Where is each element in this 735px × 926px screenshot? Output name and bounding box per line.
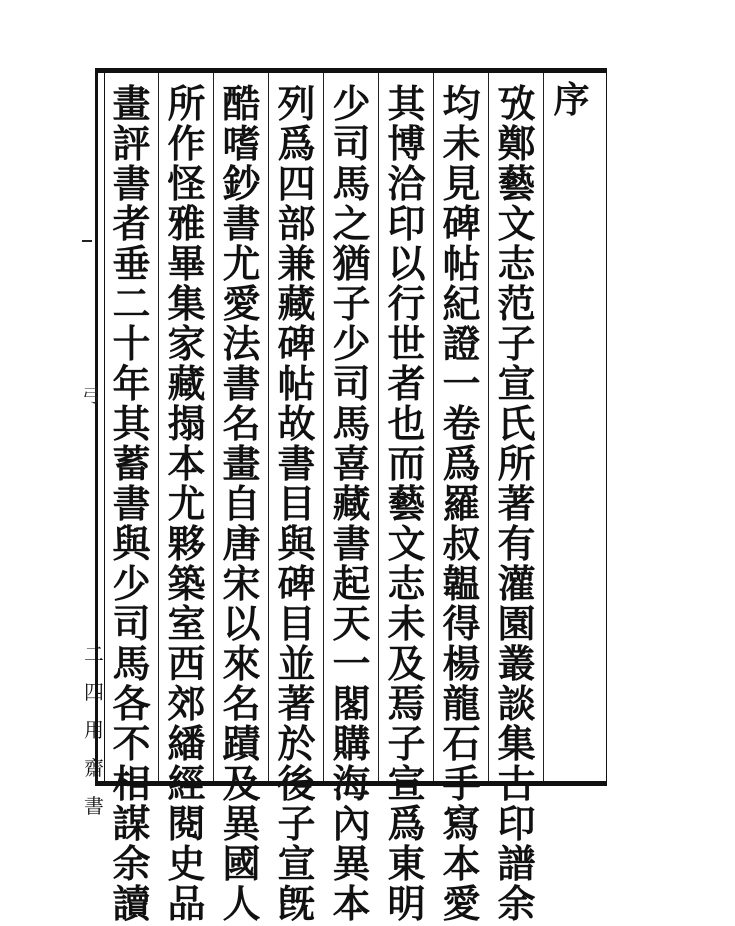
text-char: 品 bbox=[167, 881, 206, 926]
text-char: 名 bbox=[222, 681, 261, 726]
text-char: 帖 bbox=[277, 361, 316, 406]
text-column-6 bbox=[218, 81, 265, 926]
text-char: 相 bbox=[112, 761, 151, 806]
text-char: 宣 bbox=[497, 361, 536, 406]
text-column-5 bbox=[273, 81, 320, 926]
text-char: 築 bbox=[167, 561, 206, 606]
gutter-tick bbox=[82, 240, 92, 242]
text-char: 讀 bbox=[112, 881, 151, 926]
text-char: 爲 bbox=[277, 121, 316, 166]
text-char: 子 bbox=[277, 801, 316, 846]
text-char: 文 bbox=[497, 201, 536, 246]
gutter-char: 書 bbox=[84, 794, 104, 818]
text-char: 鈔 bbox=[222, 161, 261, 206]
text-char: 書 bbox=[222, 201, 261, 246]
text-char: 司 bbox=[332, 121, 371, 166]
frame-inner-rule bbox=[104, 73, 105, 781]
text-char: 馬 bbox=[332, 161, 371, 206]
text-char: 明 bbox=[387, 881, 426, 926]
text-char: 氏 bbox=[497, 401, 536, 446]
text-char: 畫 bbox=[222, 441, 261, 486]
text-char: 均 bbox=[442, 81, 481, 126]
text-char: 之 bbox=[332, 201, 371, 246]
text-char: 本 bbox=[332, 881, 371, 926]
text-char: 叢 bbox=[497, 641, 536, 686]
text-char: 韞 bbox=[442, 561, 481, 606]
text-char: 志 bbox=[497, 241, 536, 286]
text-char: 未 bbox=[442, 121, 481, 166]
gutter-char: 用 bbox=[84, 718, 104, 742]
text-char: 碑 bbox=[442, 201, 481, 246]
text-char: 子 bbox=[387, 721, 426, 766]
text-char: 者 bbox=[387, 361, 426, 406]
text-char: 爲 bbox=[442, 441, 481, 486]
text-char: 洽 bbox=[387, 161, 426, 206]
text-char: 少 bbox=[332, 321, 371, 366]
column-rule bbox=[323, 73, 324, 781]
text-char: 著 bbox=[497, 481, 536, 526]
text-char: 古 bbox=[497, 761, 536, 806]
text-char: 閱 bbox=[167, 801, 206, 846]
text-char: 者 bbox=[112, 201, 151, 246]
text-char: 其 bbox=[112, 401, 151, 446]
text-char: 作 bbox=[167, 121, 206, 166]
text-char: 以 bbox=[222, 601, 261, 646]
text-char: 藏 bbox=[277, 281, 316, 326]
text-char: 年 bbox=[112, 361, 151, 406]
text-char: 見 bbox=[442, 161, 481, 206]
text-column-7 bbox=[163, 81, 210, 926]
text-char: 起 bbox=[332, 561, 371, 606]
text-char: 及 bbox=[222, 761, 261, 806]
text-char: 藝 bbox=[387, 481, 426, 526]
column-rule bbox=[488, 73, 489, 781]
text-char: 海 bbox=[332, 761, 371, 806]
column-rule bbox=[158, 73, 159, 781]
text-char: 手 bbox=[442, 761, 481, 806]
text-char: 藝 bbox=[497, 161, 536, 206]
text-char: 人 bbox=[222, 881, 261, 926]
text-char: 一 bbox=[332, 641, 371, 686]
text-char: 兼 bbox=[277, 241, 316, 286]
text-char: 愛 bbox=[222, 281, 261, 326]
text-char: 鄭 bbox=[497, 121, 536, 166]
text-char: 也 bbox=[387, 401, 426, 446]
text-char: 世 bbox=[387, 321, 426, 366]
text-char: 爲 bbox=[387, 801, 426, 846]
title-char: 序 bbox=[553, 79, 590, 121]
text-char: 書 bbox=[112, 481, 151, 526]
text-char: 帖 bbox=[442, 241, 481, 286]
text-char: 書 bbox=[332, 521, 371, 566]
text-char: 余 bbox=[112, 841, 151, 886]
text-column-1 bbox=[493, 81, 540, 926]
text-char: 子 bbox=[332, 281, 371, 326]
text-char: 印 bbox=[497, 801, 536, 846]
text-char: 灌 bbox=[497, 561, 536, 606]
text-char: 四 bbox=[277, 161, 316, 206]
text-char: 羅 bbox=[442, 481, 481, 526]
text-char: 集 bbox=[167, 281, 206, 326]
gutter-mark: 弓 bbox=[82, 386, 100, 407]
text-char: 卷 bbox=[442, 401, 481, 446]
text-char: 馬 bbox=[332, 401, 371, 446]
text-column-3 bbox=[383, 81, 430, 926]
text-char: 書 bbox=[277, 441, 316, 486]
text-char: 談 bbox=[497, 681, 536, 726]
text-char: 范 bbox=[497, 281, 536, 326]
column-rule bbox=[433, 73, 434, 781]
text-char: 尤 bbox=[222, 241, 261, 286]
text-char: 司 bbox=[112, 601, 151, 646]
text-char: 有 bbox=[497, 521, 536, 566]
text-char: 攷 bbox=[497, 81, 536, 126]
text-char: 天 bbox=[332, 601, 371, 646]
gutter-char: 齋 bbox=[84, 756, 104, 780]
text-char: 所 bbox=[167, 81, 206, 126]
text-char: 二 bbox=[112, 281, 151, 326]
text-char: 怪 bbox=[167, 161, 206, 206]
text-char: 自 bbox=[222, 481, 261, 526]
text-column-2 bbox=[438, 81, 485, 926]
text-char: 而 bbox=[387, 441, 426, 486]
text-char: 旣 bbox=[277, 881, 316, 926]
text-char: 書 bbox=[112, 161, 151, 206]
text-char: 十 bbox=[112, 321, 151, 366]
text-char: 著 bbox=[277, 681, 316, 726]
text-char: 於 bbox=[277, 721, 316, 766]
text-char: 焉 bbox=[387, 681, 426, 726]
text-char: 司 bbox=[332, 361, 371, 406]
text-char: 園 bbox=[497, 601, 536, 646]
text-char: 評 bbox=[112, 121, 151, 166]
text-char: 馬 bbox=[112, 641, 151, 686]
text-char: 雅 bbox=[167, 201, 206, 246]
text-char: 證 bbox=[442, 321, 481, 366]
text-char: 尤 bbox=[167, 481, 206, 526]
text-char: 叔 bbox=[442, 521, 481, 566]
text-char: 故 bbox=[277, 401, 316, 446]
text-char: 畢 bbox=[167, 241, 206, 286]
text-char: 異 bbox=[332, 841, 371, 886]
text-char: 酷 bbox=[222, 81, 261, 126]
text-char: 宣 bbox=[277, 841, 316, 886]
text-char: 本 bbox=[442, 841, 481, 886]
text-char: 其 bbox=[387, 81, 426, 126]
text-char: 得 bbox=[442, 601, 481, 646]
text-char: 所 bbox=[497, 441, 536, 486]
column-rule bbox=[213, 73, 214, 781]
text-char: 名 bbox=[222, 401, 261, 446]
text-char: 繙 bbox=[167, 721, 206, 766]
text-char: 未 bbox=[387, 601, 426, 646]
text-char: 少 bbox=[112, 561, 151, 606]
column-rule bbox=[268, 73, 269, 781]
gutter-char: 四 bbox=[84, 680, 104, 704]
text-char: 來 bbox=[222, 641, 261, 686]
text-char: 國 bbox=[222, 841, 261, 886]
text-char: 藏 bbox=[167, 361, 206, 406]
text-char: 喜 bbox=[332, 441, 371, 486]
text-char: 異 bbox=[222, 801, 261, 846]
text-char: 目 bbox=[277, 601, 316, 646]
column-rule bbox=[543, 73, 544, 781]
text-char: 子 bbox=[497, 321, 536, 366]
text-char: 購 bbox=[332, 721, 371, 766]
text-char: 集 bbox=[497, 721, 536, 766]
text-char: 石 bbox=[442, 721, 481, 766]
text-char: 碑 bbox=[277, 561, 316, 606]
text-char: 寫 bbox=[442, 801, 481, 846]
text-char: 不 bbox=[112, 721, 151, 766]
text-column-8 bbox=[108, 81, 155, 926]
title-column bbox=[548, 80, 595, 780]
text-char: 目 bbox=[277, 481, 316, 526]
text-char: 宣 bbox=[387, 761, 426, 806]
text-char: 夥 bbox=[167, 521, 206, 566]
text-char: 愛 bbox=[442, 881, 481, 926]
gutter-char: 二 bbox=[84, 642, 104, 666]
text-char: 蹟 bbox=[222, 721, 261, 766]
text-char: 謀 bbox=[112, 801, 151, 846]
text-char: 與 bbox=[277, 521, 316, 566]
text-char: 文 bbox=[387, 521, 426, 566]
text-char: 龍 bbox=[442, 681, 481, 726]
text-char: 西 bbox=[167, 641, 206, 686]
text-char: 印 bbox=[387, 201, 426, 246]
text-char: 法 bbox=[222, 321, 261, 366]
text-char: 東 bbox=[387, 841, 426, 886]
text-char: 譜 bbox=[497, 841, 536, 886]
gutter-page-label bbox=[84, 635, 104, 825]
text-char: 志 bbox=[387, 561, 426, 606]
text-column-4 bbox=[328, 81, 375, 926]
text-char: 藏 bbox=[332, 481, 371, 526]
text-char: 碑 bbox=[277, 321, 316, 366]
text-char: 楊 bbox=[442, 641, 481, 686]
text-char: 郊 bbox=[167, 681, 206, 726]
text-char: 家 bbox=[167, 321, 206, 366]
text-char: 與 bbox=[112, 521, 151, 566]
text-char: 宋 bbox=[222, 561, 261, 606]
text-char: 少 bbox=[332, 81, 371, 126]
text-char: 以 bbox=[387, 241, 426, 286]
text-char: 搨 bbox=[167, 401, 206, 446]
text-char: 行 bbox=[387, 281, 426, 326]
text-char: 閣 bbox=[332, 681, 371, 726]
text-char: 經 bbox=[167, 761, 206, 806]
text-char: 室 bbox=[167, 601, 206, 646]
text-char: 各 bbox=[112, 681, 151, 726]
text-char: 垂 bbox=[112, 241, 151, 286]
text-char: 博 bbox=[387, 121, 426, 166]
text-char: 余 bbox=[497, 881, 536, 926]
text-char: 及 bbox=[387, 641, 426, 686]
text-char: 畫 bbox=[112, 81, 151, 126]
text-char: 後 bbox=[277, 761, 316, 806]
text-char: 並 bbox=[277, 641, 316, 686]
text-char: 書 bbox=[222, 361, 261, 406]
text-char: 列 bbox=[277, 81, 316, 126]
text-char: 內 bbox=[332, 801, 371, 846]
column-rule bbox=[378, 73, 379, 781]
text-char: 部 bbox=[277, 201, 316, 246]
text-char: 史 bbox=[167, 841, 206, 886]
text-char: 紀 bbox=[442, 281, 481, 326]
text-char: 一 bbox=[442, 361, 481, 406]
text-char: 唐 bbox=[222, 521, 261, 566]
text-char: 嗜 bbox=[222, 121, 261, 166]
text-char: 猶 bbox=[332, 241, 371, 286]
text-char: 本 bbox=[167, 441, 206, 486]
text-char: 蓄 bbox=[112, 441, 151, 486]
